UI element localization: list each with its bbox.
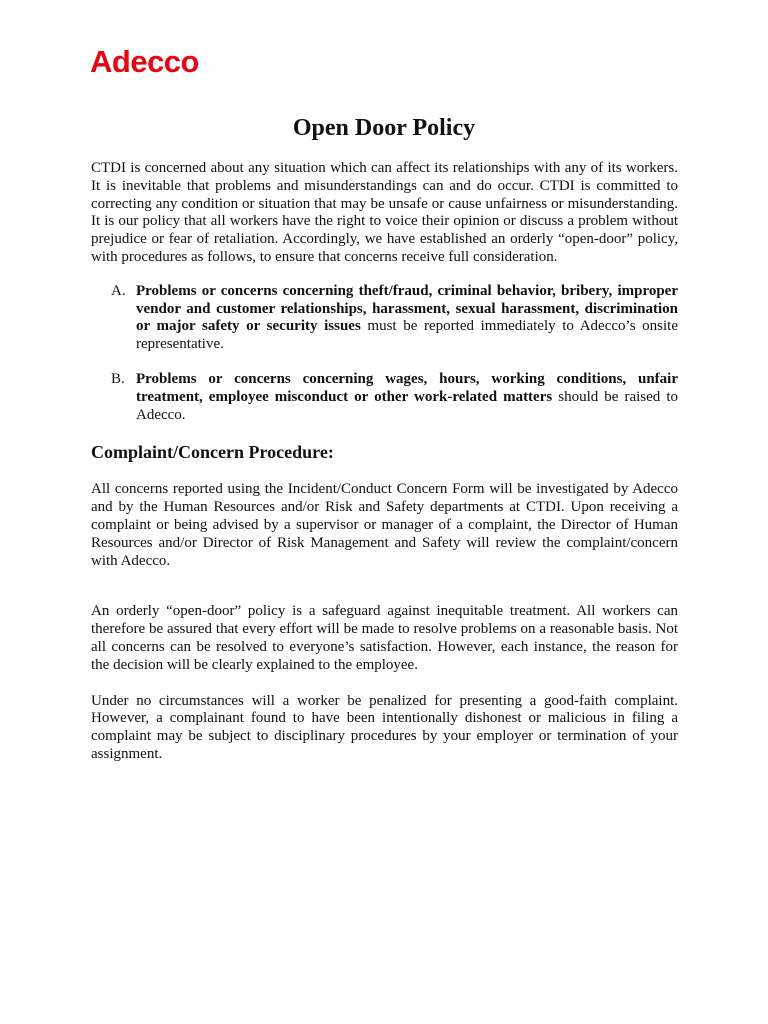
list-item-bold-text: Problems or concerns concerning theft/fraud, criminal behavior, bribery, improper vendor and customer relationships, harassment, sexual harassment, discrimination or major safety or security issues (136, 282, 678, 335)
reporting-list (91, 283, 678, 425)
list-marker: B. (111, 370, 125, 387)
document-body (91, 160, 678, 764)
list-item-bold-text: Problems or concerns concerning wages, hours, working conditions, unfair treatment, employee misconduct or other work-related matters (136, 370, 678, 405)
list-item (91, 283, 678, 354)
list-marker: A. (111, 282, 126, 299)
adecco-logo: Adecco (90, 44, 199, 79)
list-item-text: should be raised to Adecco. (136, 388, 678, 423)
penalty-paragraph: Under no circumstances will a worker be penalized for presenting a good-faith complaint. However, a complainant found to have been intentionally dishonest or malicious in filing a complaint may be subject to disciplinary procedures by your employer or termination of your assignment. (91, 692, 678, 762)
intro-paragraph: CTDI is concerned about any situation which can affect its relationships with any of its workers. It is inevitable that problems and misunderstandings can and do occur. CTDI is committed to correcting any condition or situation that may be unsafe or cause unfairness or misunderstanding. It is our policy that all workers have the right to voice their opinion or discuss a problem without prejudice or fear of retaliation. Accordingly, we have established an orderly “open-door” policy, with procedures as follows, to ensure that concerns receive full consideration. (91, 160, 678, 265)
list-item (91, 371, 678, 424)
page-title: Open Door Policy (292, 115, 476, 141)
procedure-paragraph: All concerns reported using the Incident/Conduct Concern Form will be investigated by Adecco and by the Human Resources and/or Risk and Safety departments at CTDI. Upon receiving a complaint or being advised by a supervisor or manager of a complaint, the Director of Human Resources and/or Director of Risk Management and Safety will review the complaint/concern with Adecco. (91, 481, 678, 569)
safeguard-paragraph: An orderly “open-door” policy is a safeguard against inequitable treatment. All workers can therefore be assured that every effort will be made to resolve problems on a reasonable basis. Not all concerns can be resolved to everyone’s satisfaction. However, each instance, the reason for the decision will be clearly explained to the employee. (91, 603, 678, 673)
section-heading: Complaint/Concern Procedure: (91, 442, 334, 463)
list-item-text: must be reported immediately to Adecco’s onsite representative. (136, 318, 678, 353)
